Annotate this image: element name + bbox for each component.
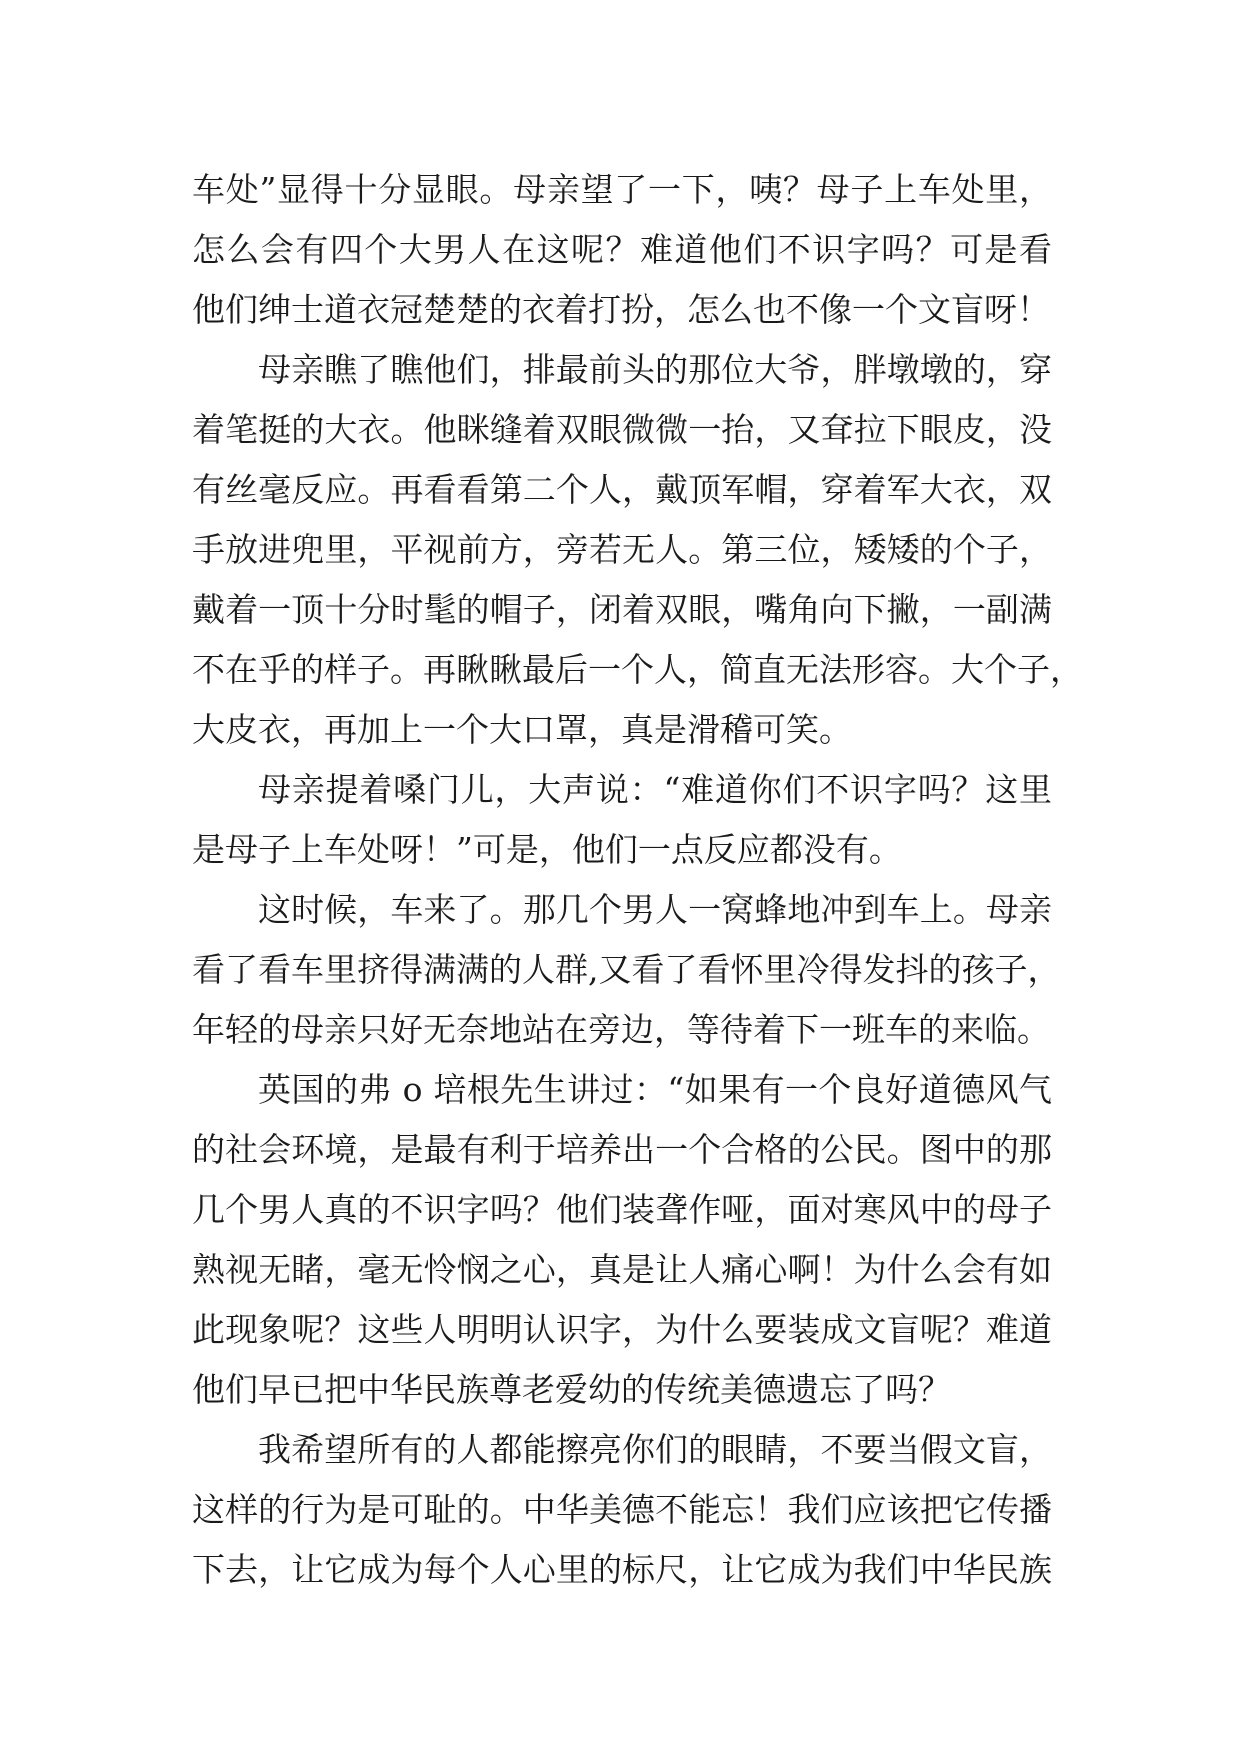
text-line: 戴着一顶十分时髦的帽子，闭着双眼，嘴角向下撇，一副满	[192, 590, 1052, 629]
text-line: 我希望所有的人都能擦亮你们的眼睛，不要当假文盲，	[258, 1430, 1052, 1469]
text-line: 着笔挺的大衣。他眯缝着双眼微微一抬，又耷拉下眼皮，没	[192, 410, 1052, 449]
text-line: 怎么会有四个大男人在这呢？难道他们不识字吗？可是看	[192, 230, 1052, 269]
text-line: 此现象呢？这些人明明认识字，为什么要装成文盲呢？难道	[192, 1310, 1052, 1349]
text-line: 母亲瞧了瞧他们，排最前头的那位大爷，胖墩墩的，穿	[258, 350, 1052, 389]
text-line: 下去，让它成为每个人心里的标尺，让它成为我们中华民族	[192, 1550, 1052, 1589]
text-line: 有丝毫反应。再看看第二个人，戴顶军帽，穿着军大衣，双	[192, 470, 1052, 509]
text-line: 他们早已把中华民族尊老爱幼的传统美德遗忘了吗？	[192, 1370, 951, 1409]
text-line: 这样的行为是可耻的。中华美德不能忘！我们应该把它传播	[192, 1490, 1052, 1529]
text-line: 手放进兜里，平视前方，旁若无人。第三位，矮矮的个子，	[192, 530, 1052, 569]
text-line: 几个男人真的不识字吗？他们装聋作哑，面对寒风中的母子	[192, 1190, 1052, 1229]
text-line: 看了看车里挤得满满的人群,又看了看怀里冷得发抖的孩子，	[192, 950, 1061, 989]
text-line: 他们绅士道衣冠楚楚的衣着打扮，怎么也不像一个文盲呀！	[192, 290, 1050, 329]
text-line: 不在乎的样子。再瞅瞅最后一个人，简直无法形容。大个子，	[192, 650, 1083, 689]
text-line: 熟视无睹，毫无怜悯之心，真是让人痛心啊！为什么会有如	[192, 1250, 1052, 1289]
text-line: 这时候，车来了。那几个男人一窝蜂地冲到车上。母亲	[258, 890, 1052, 929]
text-line: 的社会环境，是最有利于培养出一个合格的公民。图中的那	[192, 1130, 1052, 1169]
document-body	[192, 160, 1083, 1600]
text-line: 车处”显得十分显眼。母亲望了一下，咦？母子上车处里，	[192, 170, 1052, 209]
text-line: 英国的弗 o 培根先生讲过：“如果有一个良好道德风气	[258, 1070, 1052, 1109]
text-line: 是母子上车处呀！”可是，他们一点反应都没有。	[192, 830, 902, 869]
text-line: 母亲提着嗓门儿，大声说：“难道你们不识字吗？这里	[258, 770, 1052, 809]
text-line: 大皮衣，再加上一个大口罩，真是滑稽可笑。	[192, 710, 852, 749]
text-line: 年轻的母亲只好无奈地站在旁边，等待着下一班车的来临。	[192, 1010, 1050, 1049]
